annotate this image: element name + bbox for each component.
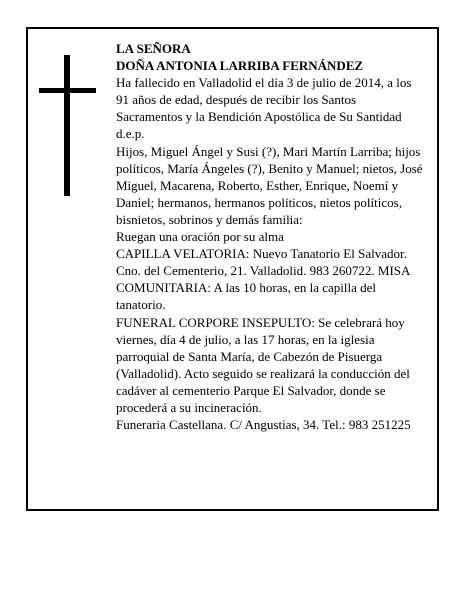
- deceased-name: DOÑA ANTONIA LARRIBA FERNÁNDEZ: [116, 58, 364, 74]
- death-notice: Ha fallecido en Valladolid el día 3 de julio de 2014, a los 91 años de edad, después de recibir los Santos Sacramentos y la Bendición Apostólica de Su Santidad d.e.p.: [116, 75, 412, 142]
- obituary-text: [116, 40, 425, 433]
- cross-horizontal-bar: [39, 88, 96, 93]
- chapel-info: CAPILLA VELATORIA: Nuevo Tanatorio El Salvador. Cno. del Cementerio, 21. Valladolid. 983 260722. MISA COMUNITARIA: A las 10 horas, en la capilla del tanatorio.: [116, 246, 410, 313]
- funeral-info: FUNERAL CORPORE INSEPULTO: Se celebrará hoy viernes, día 4 de julio, a las 17 horas, en la iglesia parroquial de Santa María, de Cabezón de Pisuerga (Valladolid). Acto seguido se realizará la conducción del cadáver al cementerio Parque El Salvador, donde se procederá a su incineración.: [116, 314, 410, 415]
- prayer-request: Ruegan una oración por su alma: [116, 229, 284, 245]
- cross-icon: [39, 55, 96, 196]
- family-list: Hijos, Miguel Ángel y Susi (?), Mari Martín Larriba; hijos políticos, María Ángeles (?), Benito y Manuel; nietos, José Miguel, Macarena, Roberto, Esther, Enrique, Noemí y Daniel; hermanos, hermanos políticos, nietos políticos, bisnietos, sobrinos y demás familia:: [116, 143, 423, 227]
- funeral-home: Funeraria Castellana. C/ Angustias, 34. Tel.: 983 251225: [116, 417, 411, 433]
- cross-vertical-bar: [64, 55, 70, 196]
- salutation: LA SEÑORA: [116, 41, 191, 56]
